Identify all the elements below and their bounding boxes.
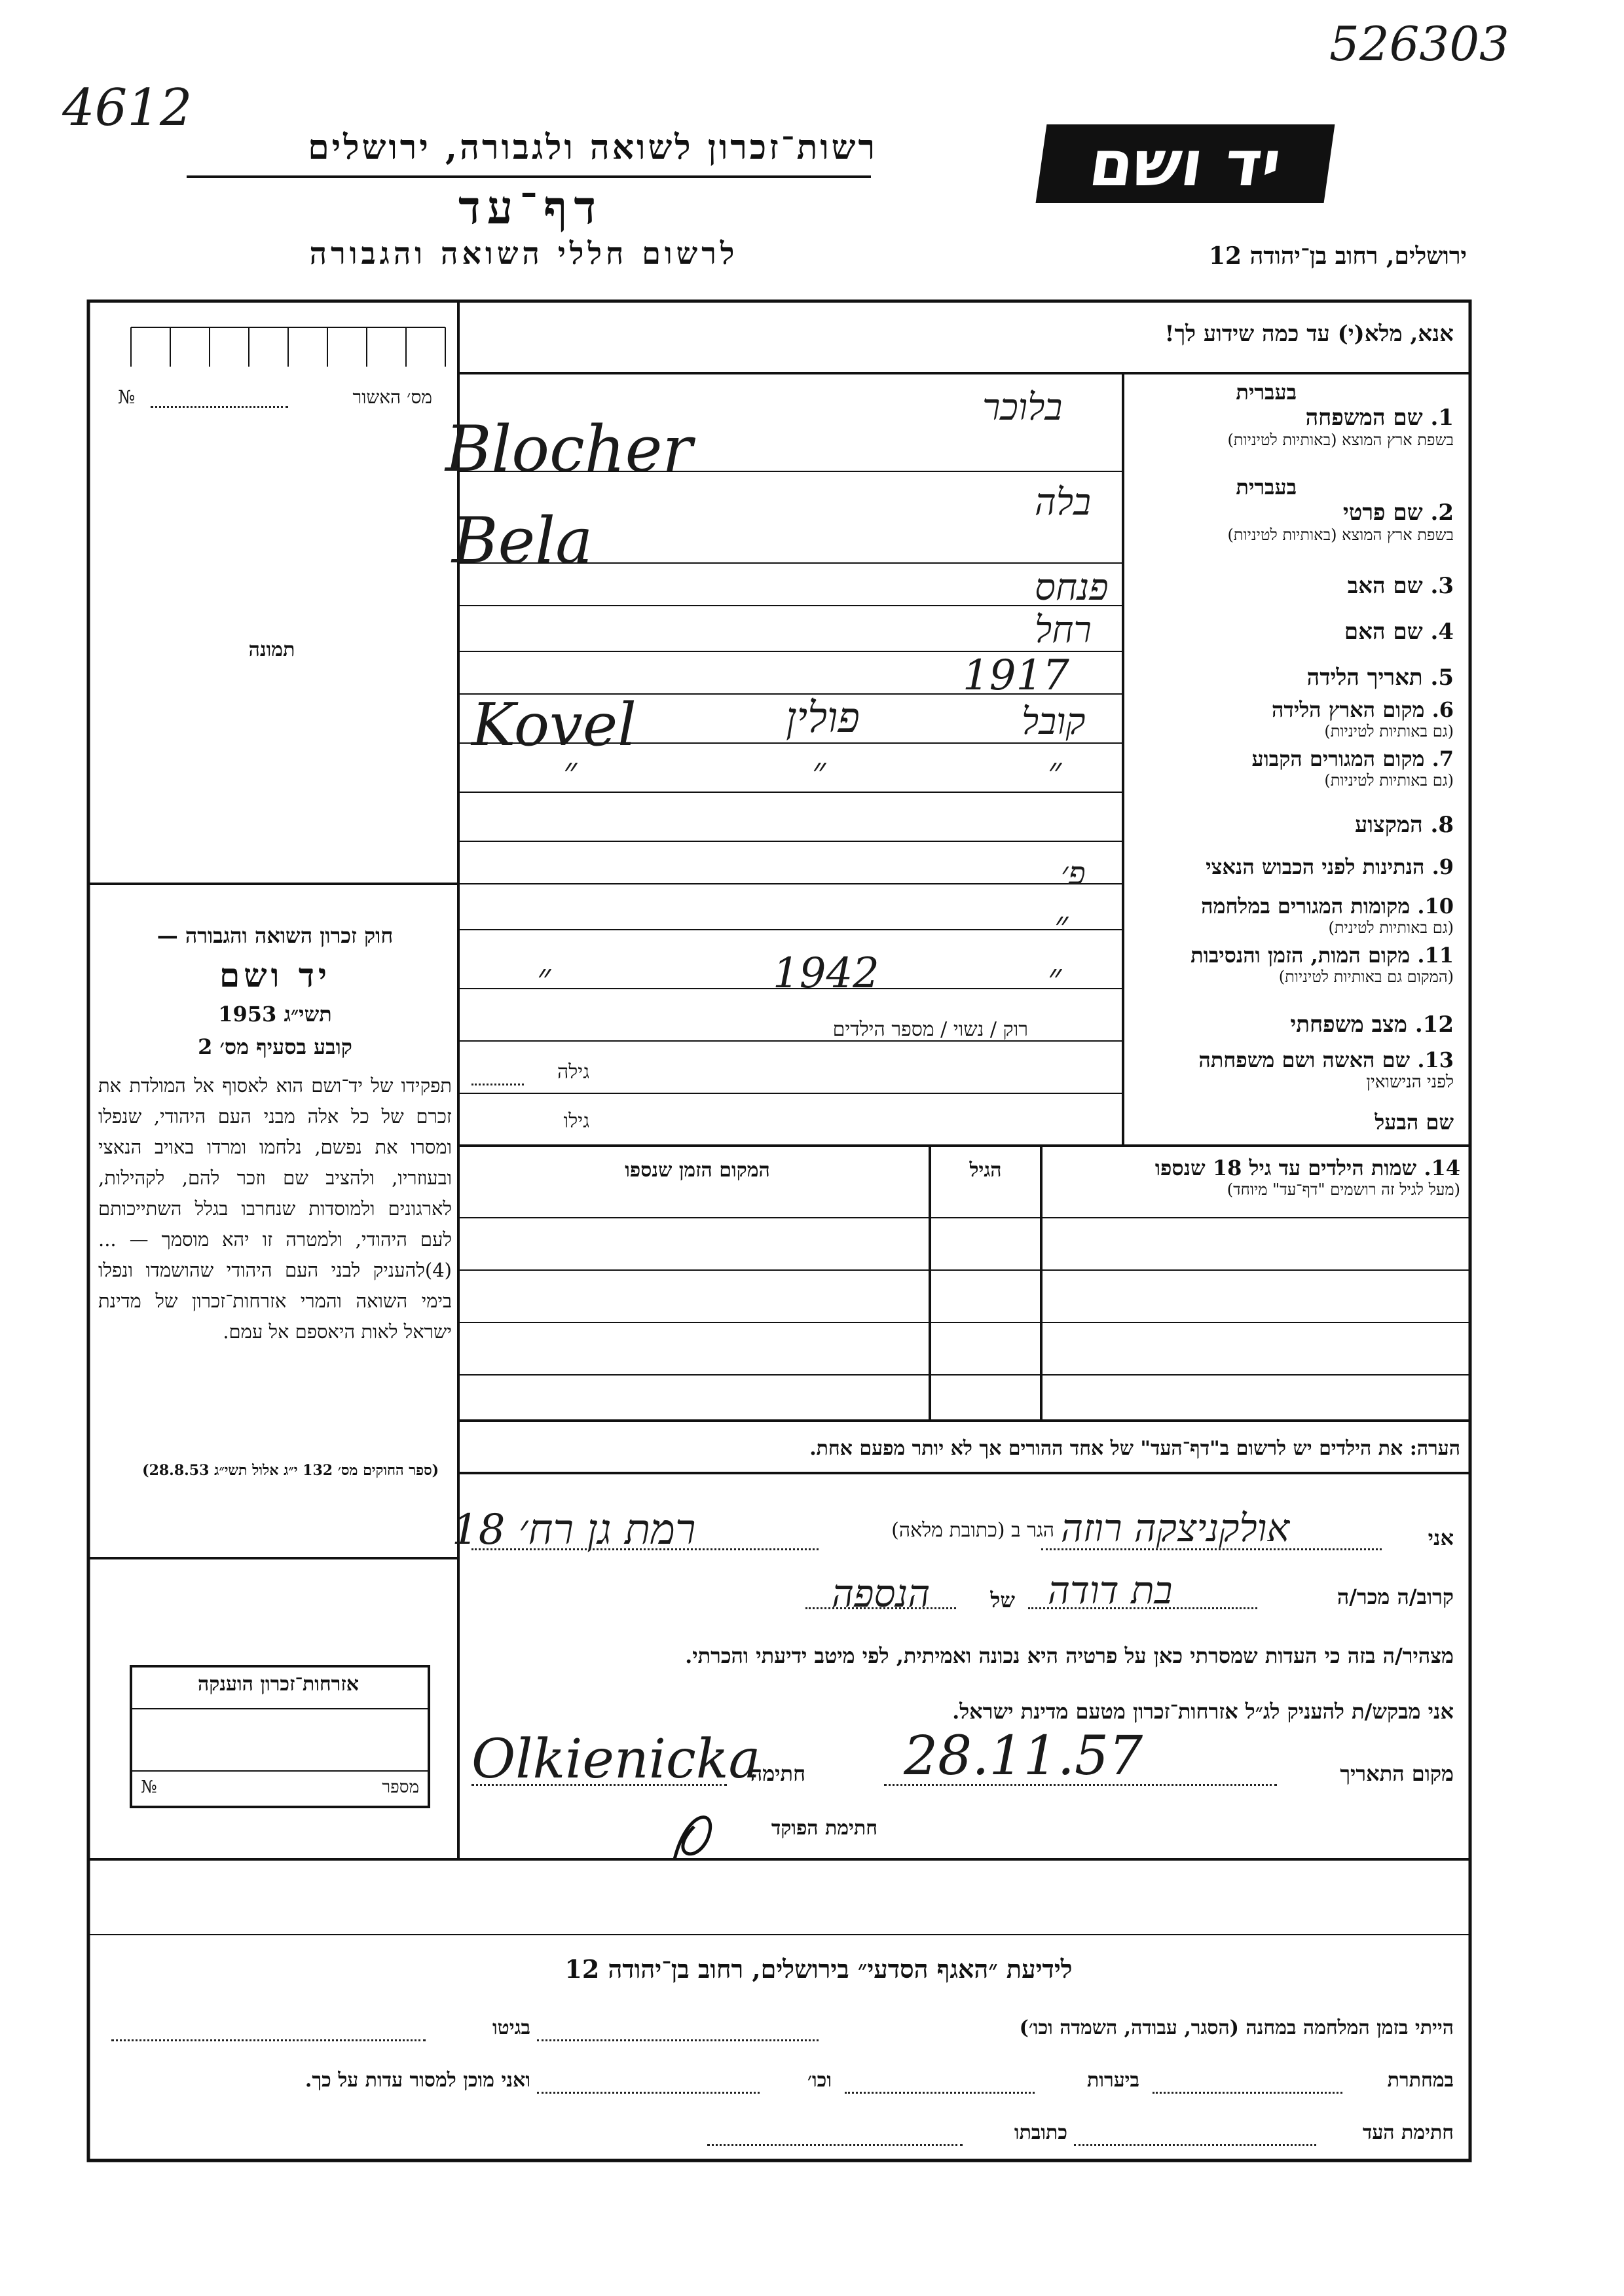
law-name: יד ושם — [219, 956, 331, 994]
hebrew-label-2: בעברית — [1236, 475, 1297, 500]
children-label: 14. שמות הילדים עד גיל 18 שנספו — [1154, 1156, 1460, 1180]
surname-sub-label: בשפת ארץ המוצא (באותיות לטיניות) — [1227, 431, 1454, 449]
witness-i-label: אני — [1428, 1525, 1454, 1550]
law-title: חוק זכרון השואה והגבורה — — [157, 923, 394, 948]
marital-label: 12. מצב משפחתי — [1290, 1011, 1454, 1038]
children-col-age: הגיל — [969, 1159, 1002, 1182]
footer-etc-field[interactable] — [537, 2092, 760, 2094]
wartime-ditto: ״ — [1054, 903, 1069, 946]
death-year-value: 1942 — [773, 949, 879, 998]
signature-label: חתימה — [750, 1761, 805, 1786]
witness-address-value: רמת גן רח׳ 18 — [452, 1506, 696, 1554]
mother-value: רחל — [1035, 609, 1092, 651]
footer-camp-field[interactable] — [537, 2039, 819, 2041]
occupation-label: 8. המקצוע — [1354, 812, 1454, 838]
birth-place-latin-value: Kovel — [471, 691, 637, 759]
form-title: דף־עד — [458, 180, 602, 234]
birthplace-label: 6. מקום הארץ הלידה — [1272, 697, 1454, 722]
footer-title: לידיעת ״האגף הסדעי״ בירושלים, רחוב בן־יהודה 12 — [564, 1954, 1073, 1984]
firstname-latin-value: Bela — [452, 504, 593, 577]
approval-no: № — [118, 386, 136, 408]
footer-line3a: חתימת העד — [1362, 2121, 1454, 2144]
handwritten-number-right: 526303 — [1329, 16, 1509, 71]
officer-signature-label: חתימת הפוקד — [771, 1817, 877, 1840]
footer-address-field[interactable] — [707, 2144, 963, 2146]
note-text: הערה: את הילדים יש לרשום ב"דף־העד" של אחד ההורים אך לא יותר מפעם אחת. — [809, 1437, 1460, 1460]
footer-underground-field[interactable] — [1153, 2092, 1342, 2094]
firstname-hebrew-value: בלה — [1035, 481, 1091, 524]
firstname-sub-label: בשפת ארץ המוצא (באותיות לטיניות) — [1227, 526, 1454, 544]
footer-line1b: בגיטו — [492, 2016, 530, 2039]
form-subtitle: לרשום חללי השואה והגבורה — [309, 236, 739, 271]
birthdate-label: 5. תאריך הלידה — [1306, 665, 1454, 691]
header-address: ירושלים, רחוב בן־יהודה 12 — [1208, 242, 1467, 270]
law-body: תפקידו של יד־ושם הוא לאסוף אל המולדת את זכרם של כל אלה מבני העם היהודי, שנפלו ומסרו את נפשם, נלחמו ומרדו באויב הנאצי ובעוזריו, ולהציב שם וזכר להם, לקהילות, לארגונים ולמוסדות שנחרבו בגלל השתייכותם לעם היהודי, ולמטרה זו יהא מוסמך — ...(4)להעניק לבני העם היהודי שהושמדו ונפלו בימי השואה והמרי אזרחות־זכרון של מדינת ישראל לאות היאספם אל עמם. — [98, 1074, 452, 1343]
relative-of-label: של — [990, 1588, 1015, 1613]
instructions: אנא, מלא(י) עד כמה שידוע לך! — [1164, 321, 1454, 347]
surname-label: 1. שם המשפחה — [1305, 405, 1454, 431]
residence-ditto-3: ״ — [1048, 750, 1062, 792]
citizenship-no: № — [141, 1777, 157, 1797]
husband-age-label: גילו — [563, 1110, 589, 1133]
law-source: (ספר החוקים מס׳ 132 י״ג אלול תשי״ג 28.8.53) — [142, 1462, 439, 1479]
photo-label: תמונה — [248, 638, 295, 661]
birthplace-sub-label: (גם באותיות לטיניות) — [1324, 722, 1454, 740]
footer-witness-sig-field[interactable] — [1074, 2144, 1316, 2146]
death-place-label: 11. מקום המות, הזמן והנסיבות — [1190, 943, 1454, 968]
birth-place-hebrew-value: קובל — [1022, 701, 1086, 743]
law-clause: קובע בסעיף מס׳ 2 — [198, 1034, 352, 1059]
husband-label: שם הבעל — [1375, 1110, 1454, 1135]
relation-of-value: הנספה — [832, 1571, 931, 1616]
date-written-value: 28.11.57 — [904, 1725, 1143, 1787]
authority-name: רשות־זכרון לשואה ולגבורה, ירושלים — [308, 128, 877, 168]
footer-line2d: ואני מוכן למסור עדות על כך. — [304, 2069, 530, 2092]
hebrew-label-1: בעברית — [1236, 380, 1297, 405]
surname-hebrew-value: בלוכר — [982, 386, 1063, 429]
handwritten-number-left: 4612 — [62, 79, 193, 137]
citizenship-label: 9. הנתינות לפני הכבוש הנאצי — [1206, 854, 1454, 879]
marital-options: רוק / נשוי / מספר הילדים — [832, 1018, 1028, 1041]
children-col-place: המקום הזמן שנספו — [625, 1159, 770, 1182]
place-date-label: מקום התאריך — [1340, 1761, 1454, 1786]
logo-text: יד ושם — [1084, 127, 1286, 200]
declaration-text: מצהיר/ה בזה כי העדות שמסרתי כאן על פרטיה היא נכונה ואמיתית, לפי מיטב ידיעתי והכרתי. — [685, 1643, 1454, 1668]
wife-name-sub-label: לפני הנישואין — [1366, 1072, 1454, 1092]
residence-ditto-2: ״ — [812, 750, 826, 792]
witness-name-value: אולקניצקה רוזה — [1061, 1506, 1290, 1550]
death-place-ditto: ״ — [537, 956, 551, 998]
residence-label: 7. מקום המגורים הקבוע — [1251, 746, 1454, 771]
father-label: 3. שם האב — [1347, 573, 1454, 599]
request-text: אני מבקש/ת להעניק לג״ל אזרחות־זכרון מטעם מדינת ישראל. — [952, 1699, 1454, 1724]
footer-ghetto-field[interactable] — [111, 2039, 426, 2041]
law-year: תשי״ג 1953 — [218, 1002, 332, 1027]
surname-latin-value: Blocher — [445, 412, 693, 486]
footer-line3b: כתובתו — [1014, 2121, 1067, 2144]
firstname-label: 2. שם פרטי — [1342, 500, 1454, 526]
citizenship-value: פ׳ — [1061, 854, 1086, 892]
footer-line2a: במחתרת — [1387, 2069, 1454, 2092]
wife-name-label: 13. שם האשה ושם משפחתה — [1198, 1048, 1454, 1072]
footer-line1a: הייתי בזמן המלחמה במחנה (הסגר, עבודה, השמדה וכו׳) — [1019, 2016, 1454, 2039]
approval-label: מס׳ האשור — [352, 386, 432, 408]
relative-label: קרוב/ה מכר/ה — [1337, 1584, 1454, 1609]
relation-value: בת דודה — [1048, 1568, 1173, 1613]
birth-year-value: 1917 — [963, 651, 1069, 700]
wartime-residence-label: 10. מקומות המגורים במלחמה — [1201, 894, 1454, 919]
footer-forests-field[interactable] — [845, 2092, 1035, 2094]
citizenship-number-label: מספר — [382, 1777, 419, 1797]
footer-line2c: וכו׳ — [807, 2069, 832, 2092]
mother-label: 4. שם האם — [1344, 619, 1454, 645]
father-value: פנחס — [1035, 566, 1109, 609]
place-written-value: Olkienicka — [471, 1728, 761, 1791]
footer-line2b: ביערות — [1086, 2069, 1139, 2092]
wife-age-label: גילה — [557, 1061, 589, 1084]
citizenship-granted-title: אזרחות־זכרון הוענקה — [197, 1673, 360, 1696]
wartime-residence-sub-label: (גם באותיות לטינית) — [1328, 919, 1454, 937]
death-circumstance-ditto: ״ — [1048, 956, 1062, 998]
children-sub-label: (מעל לגיל זה רושמים "דף־עד" מיוחד) — [1227, 1180, 1460, 1199]
death-place-sub-label: (המקום גם באותיות לטיניות) — [1278, 968, 1454, 986]
witness-residing-label: הגר ב (כתובת מלאה) — [891, 1519, 1054, 1542]
birth-country-hebrew-value: פולין — [786, 694, 860, 742]
residence-sub-label: (גם באותיות לטיניות) — [1324, 771, 1454, 790]
residence-ditto-1: ״ — [563, 750, 578, 792]
